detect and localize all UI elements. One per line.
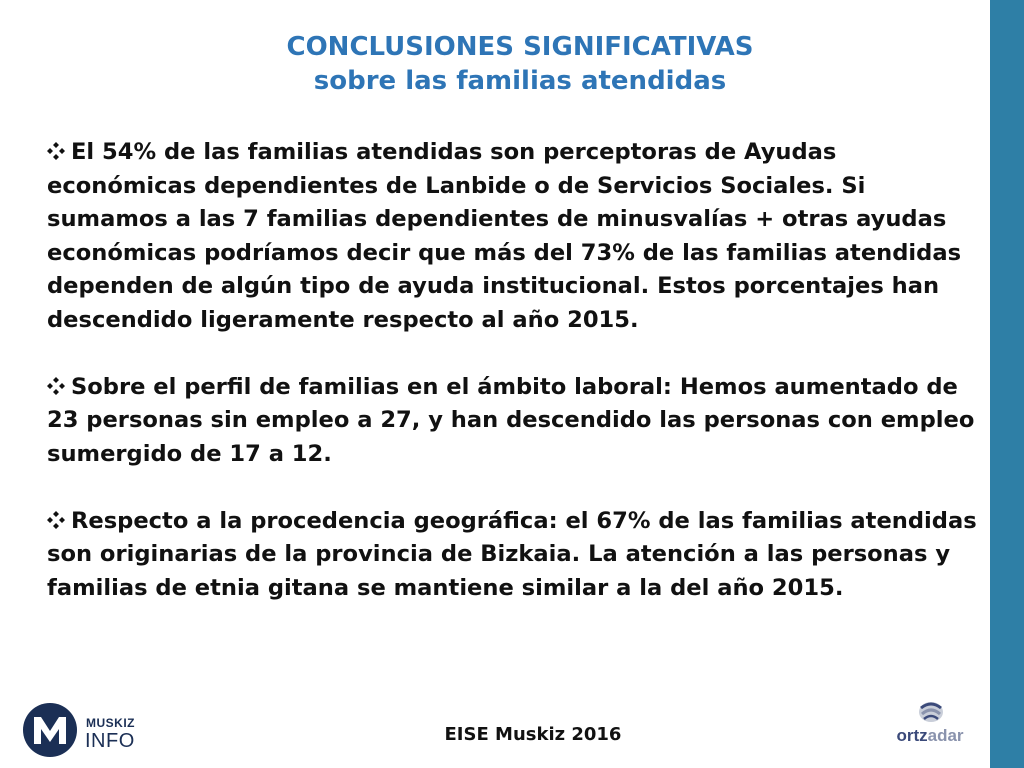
slide-body [47, 136, 987, 639]
ortzadar-word-part1: ortz [896, 726, 928, 745]
paragraph-3-text: Respecto a la procedencia geográfica: el 67% de las familias atendidas son originarias de la provincia de Bizkaia. La atención a las personas y familias de etnia gitana se mantiene similar a la del año 2015. [47, 507, 977, 601]
logo-word-muskiz: MUSKIZ [86, 716, 135, 730]
diamond-bullet-icon [47, 511, 65, 529]
logo-word-info: INFO [85, 730, 135, 752]
ortzadar-logo [880, 698, 980, 758]
ortzadar-word-part2: adar [927, 726, 964, 745]
ortzadar-mark-icon [916, 698, 946, 724]
paragraph-1 [47, 136, 987, 337]
paragraph-2 [47, 371, 987, 472]
right-accent-bar [990, 0, 1024, 768]
diamond-bullet-icon [47, 377, 65, 395]
footer [0, 724, 1024, 745]
paragraph-1-text: El 54% de las familias atendidas son perceptoras de Ayudas económicas dependientes de Lanbide o de Servicios Sociales. Si sumamos a las 7 familias dependientes de minusvalías + otras ayudas económicas podríamos decir que más del 73% de las familias atendidas dependen de algún tipo de ayuda institucional. Estos porcentajes han descendido ligeramente respecto al año 2015. [47, 139, 962, 333]
ortzadar-wordmark [880, 726, 980, 746]
paragraph-2-text: Sobre el perfil de familias en el ámbito laboral: Hemos aumentado de 23 personas sin empleo a 27, y han descendido las personas con empleo sumergido de 17 a 12. [47, 373, 975, 467]
paragraph-3 [47, 505, 987, 606]
diamond-bullet-icon [47, 142, 65, 160]
footer-text: EISE Muskiz 2016 [444, 724, 622, 745]
title-line-2: sobre las familias atendidas [313, 66, 727, 96]
slide-title [30, 30, 1010, 98]
title-line-1: CONCLUSIONES SIGNIFICATIVAS [286, 32, 754, 62]
